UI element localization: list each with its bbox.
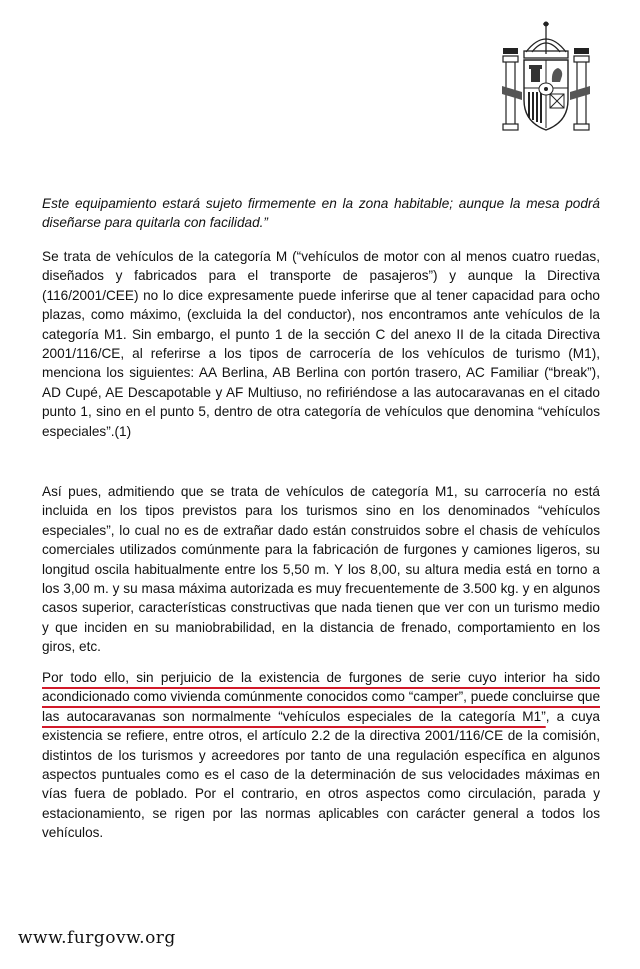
paragraph-category-m: Se trata de vehículos de la categoría M (“vehículos de motor con al menos cuatro ruedas, diseñados y fabricados para el transporte de pasajeros”) y aunque la Directiva (116/2001/CEE) no lo dice expresamente puede inferirse que al tener capacidad para ocho plazas, como máximo, (excluida la del conductor), nos encontramos ante vehículos de la categoría M1. Sin embargo, el punto 1 de la sección C del anexo II de la citada Directiva 2001/116/CE, al referirse a los tipos de carrocería de los vehículos de turismo (M1), menciona los siguientes: AA Berlina, AB Berlina con portón trasero, AC Familiar (“break”), AD Cupé, AE Descapotable y AF Multiuso, no refiriéndose a las autocaravanas en el citado punto 1, sino en el punto 5, dentro de otra categoría de vehículos que denomina “vehículos especiales”.(1) [42, 249, 600, 439]
coat-of-arms-icon [502, 20, 590, 138]
paragraph-bodywork: Así pues, admitiendo que se trata de vehículos de categoría M1, su carrocería no está incluida en los tipos previstos para los turismos sino en los denominados “vehículos especiales”, lo cual no es de extrañar dado están construidos sobre el chasis de vehículos comerciales utilizados comúnmente para la fabricación de furgones y camiones ligeros, su longitud oscila habitualmente entre los 5,50 m. Y los 8,00, su altura media está en torno a los 3,00 m. y su masa máxima autorizada es muy frecuentemente de 3.500 kg. y en algunos casos superior, características constructivas que nada tienen que ver con un turismo medio y que inciden en su maniobrabilidad, en la distancia de frenado, comportamiento en los giros, etc. [42, 484, 600, 655]
watermark: www.furgovw.org [18, 928, 176, 948]
paragraph-conclusion [42, 668, 600, 843]
highlighted-conclusion: Por todo ello, sin perjuicio de la existencia de furgones de serie cuyo interior ha sido acondicionado como vivienda comúnmente conocidos como “camper”, puede concluirse que las autocaravanas son normalmente “vehículos especiales de la categoría M1” [42, 670, 600, 724]
paragraph-quote-ending: Este equipamiento estará sujeto firmemente en la zona habitable; aunque la mesa podrá diseñarse para quitarla con facilidad.” [42, 196, 600, 231]
conclusion-rest: , a cuya existencia se refiere, entre otros, el artículo 2.2 de la directiva 2001/116/CE de la comisión, distintos de los turismos y acreedores por tanto de una regulación específica en algunos aspectos puntuales como es el caso de la determinación de sus velocidades máximas en vías fuera de poblado. Por el contrario, en otros aspectos como circulación, parada y estacionamiento, se rigen por las normas aplicables con carácter general a todos los vehículos. [42, 708, 600, 841]
